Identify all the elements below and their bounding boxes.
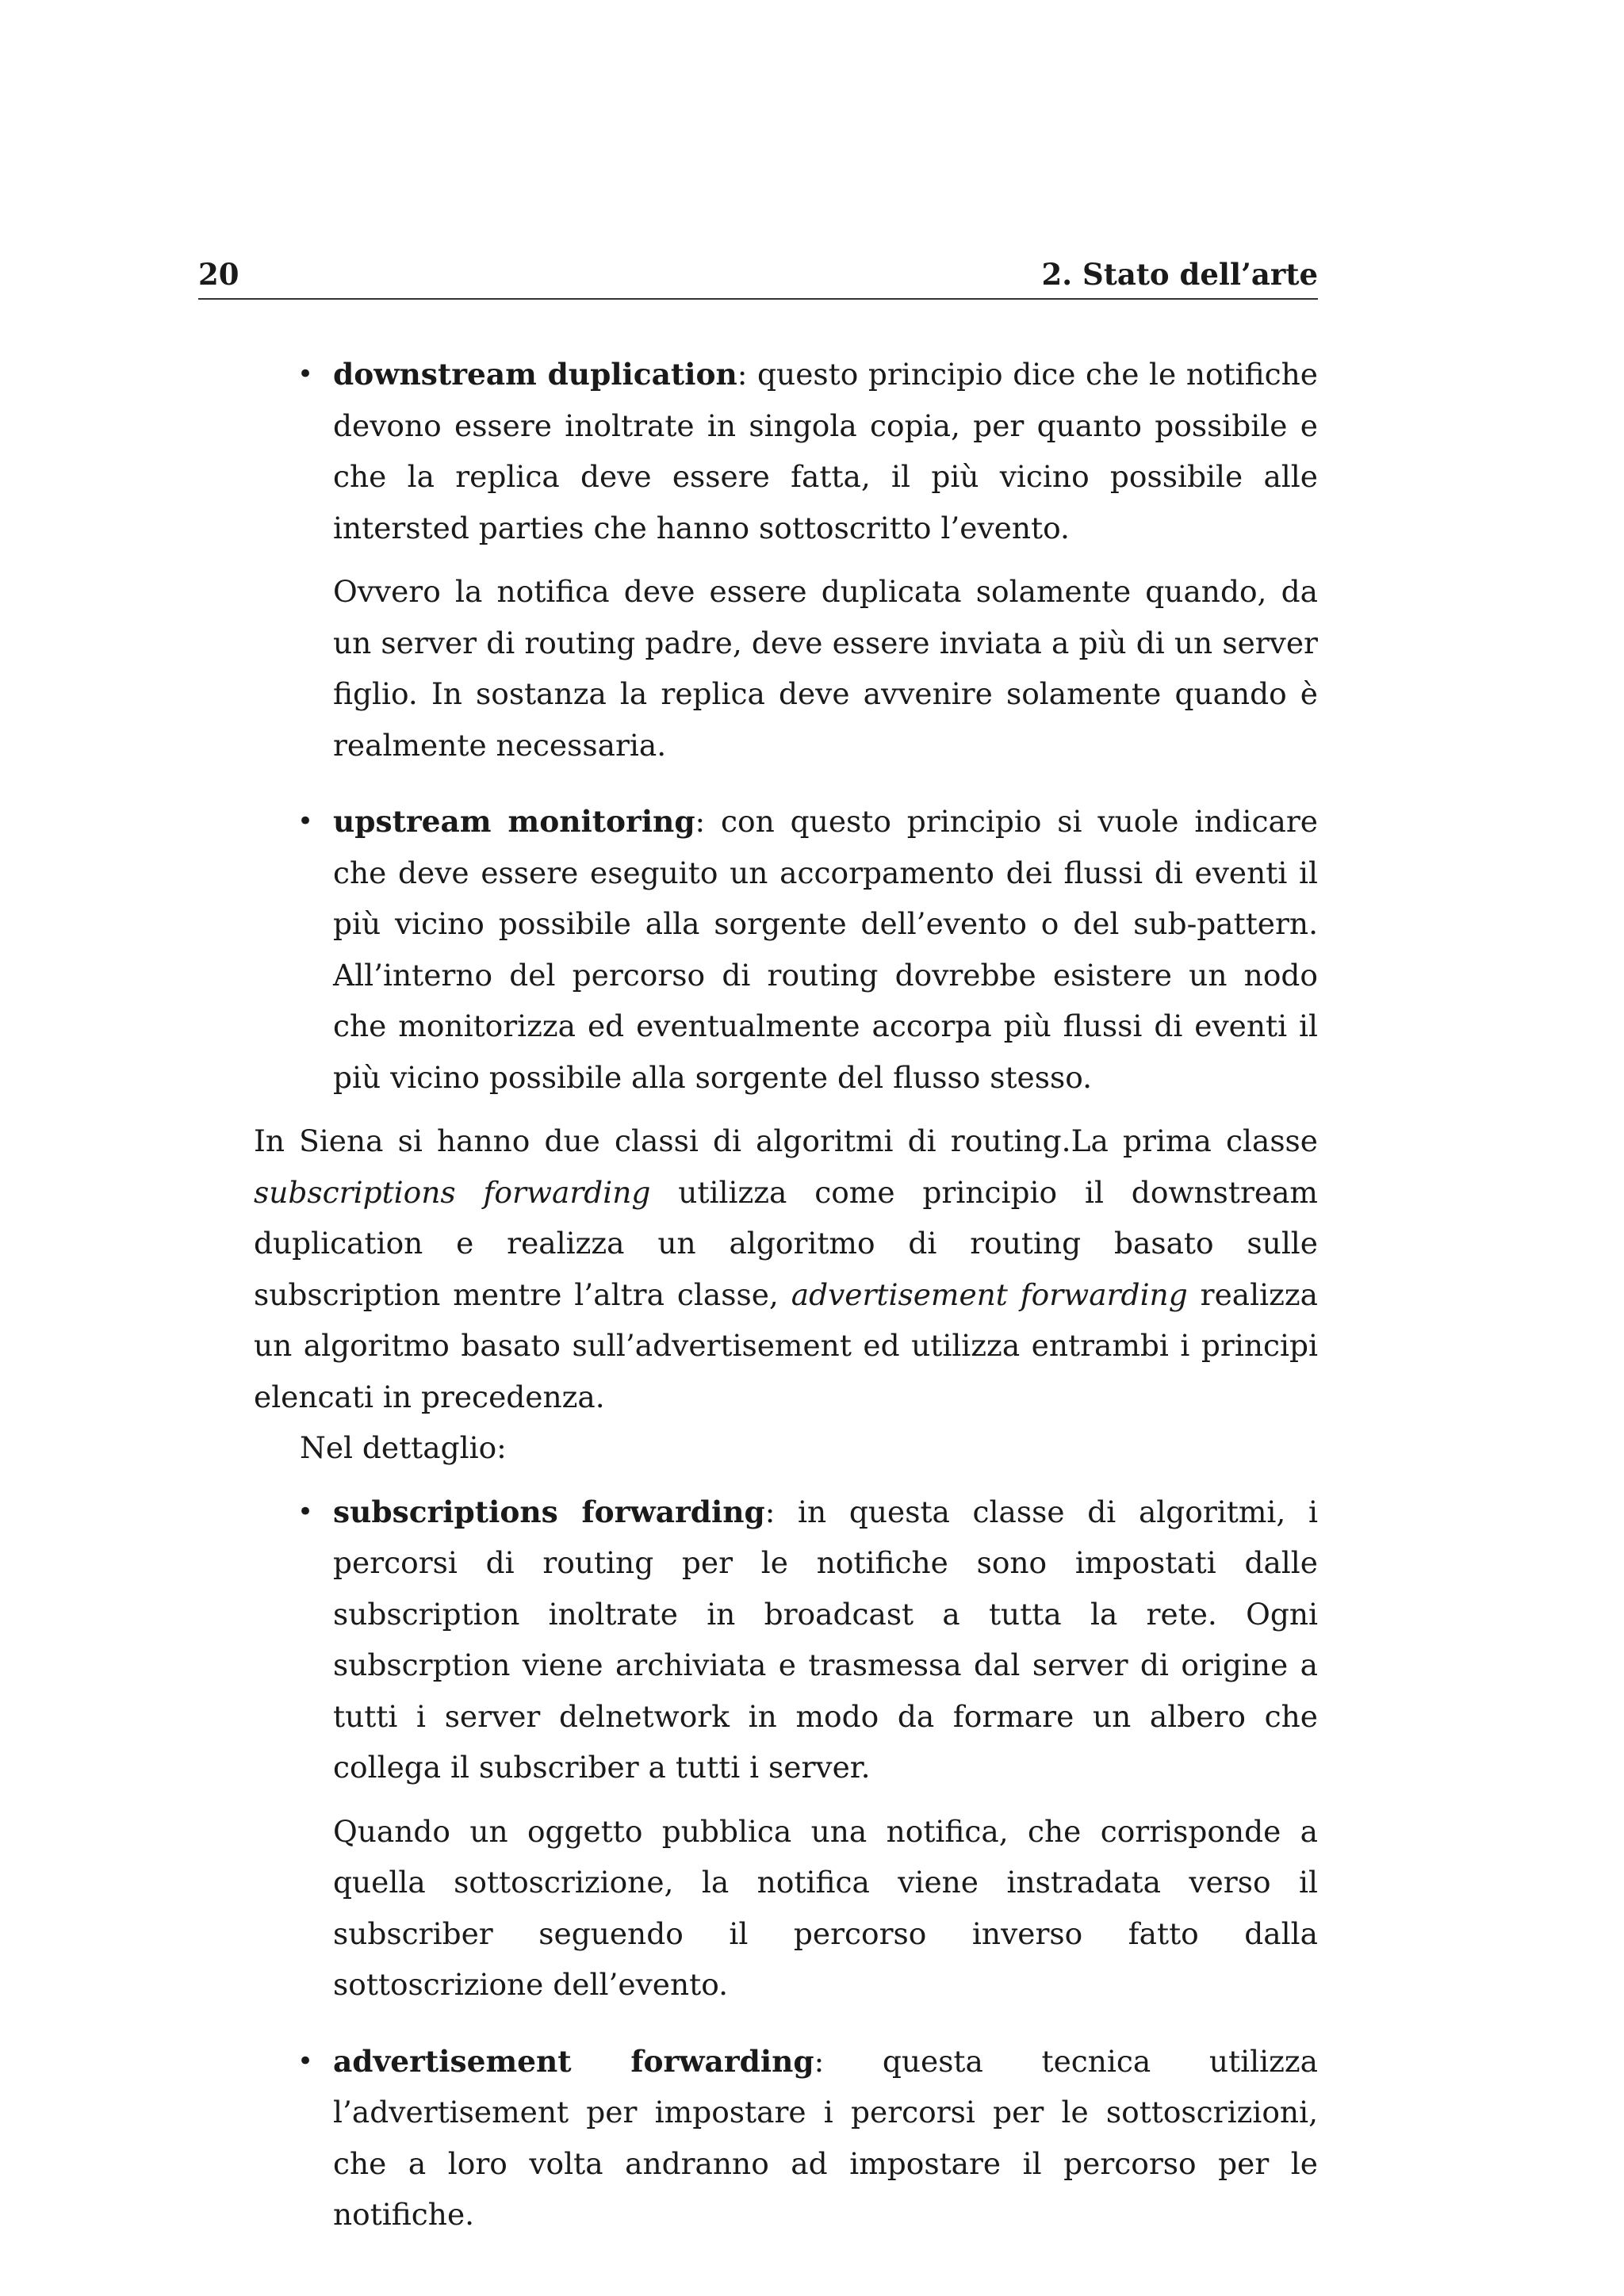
list-item-term: downstream duplication (333, 357, 737, 392)
list-item-paragraph (333, 1487, 1318, 1793)
paragraph-emphasis: advertisement forwarding (791, 1276, 1188, 1312)
list-item-term: advertisement forwarding (333, 2043, 814, 2079)
list-item-advertisement-forwarding (254, 2036, 1318, 2241)
list-item-term: upstream monitoring (333, 804, 695, 839)
list-item-text: : con questo principio si vuole indicare che deve essere eseguito un accorpamento dei flussi di eventi il più vicino possibile alla sorgente dell’evento o del sub-pattern. All’interno del percorso di routing dovrebbe esistere un nodo che monitorizza ed eventualmente accorpa più flussi di eventi il più vicino possibile alla sorgente del flusso stesso. (333, 804, 1318, 1095)
bullet-icon: • (297, 358, 314, 390)
list-item-paragraph (333, 2036, 1318, 2241)
bullet-icon: • (297, 1495, 314, 1528)
list-item-text: : questo principio dice che le notifiche devono essere inoltrate in singola copia, per quanto possibile e che la replica deve essere fatta, il più vicino possibile alle intersted parties che hanno sottoscritto l’evento. (333, 357, 1318, 545)
bullet-icon: • (297, 806, 314, 837)
bullet-icon: • (297, 2045, 314, 2077)
list-item-downstream-duplication (254, 349, 1318, 771)
chapter-title: 2. Stato dell’arte (1041, 257, 1318, 292)
list-item-term: subscriptions forwarding (333, 1494, 765, 1529)
list-item-text: : in questa classe di algoritmi, i percorsi di routing per le notifiche sono impostati dalle subscription inoltrate in broadcast a tutta la rete. Ogni subscrption viene archiviata e trasmessa dal server di origine a tutti i server delnetwork in modo da formare un albero che collega il subscriber a tutti i server. (333, 1494, 1319, 1785)
paragraph-text: utilizza come principio il downstream duplication e realizza un algoritmo di routing basato sulle subscription mentre l’altra classe, (254, 1174, 1318, 1312)
paragraph-text: In Siena si hanno due classi di algoritmi di routing.La prima classe (254, 1123, 1318, 1158)
list-item-text: : questa tecnica utilizza l’advertisement per impostare i percorsi per le sottoscrizioni, che a loro volta andranno ad impostare il percorso per le notifiche. (333, 2043, 1318, 2232)
body-paragraph (254, 1115, 1318, 1422)
list-item-upstream-monitoring (254, 796, 1318, 1103)
page-body (254, 349, 1318, 2241)
list-item-paragraph: Quando un oggetto pubblica una notifica, che corrisponde a quella sottoscrizione, la notifica viene instradata verso il subscriber seguendo il percorso inverso fatto dalla sottoscrizione dell’evento. (333, 1813, 1318, 2002)
list-item-paragraph (333, 796, 1318, 1103)
page-header (198, 255, 1318, 300)
page-number: 20 (198, 257, 239, 292)
list-item-paragraph: Ovvero la notifica deve essere duplicata solamente quando, da un server di routing padre, deve essere inviata a più di un server figlio. In sostanza la replica deve avvenire solamente quando è realmente necessaria. (333, 574, 1318, 763)
list-item-paragraph (333, 349, 1318, 553)
body-paragraph-detail: Nel dettaglio: (300, 1430, 507, 1465)
paragraph-emphasis: subscriptions forwarding (254, 1174, 651, 1210)
list-item-subscriptions-forwarding (254, 1487, 1318, 2011)
paragraph-text: realizza un algoritmo basato sull’advertisement ed utilizza entrambi i principi elencati in precedenza. (254, 1276, 1318, 1414)
